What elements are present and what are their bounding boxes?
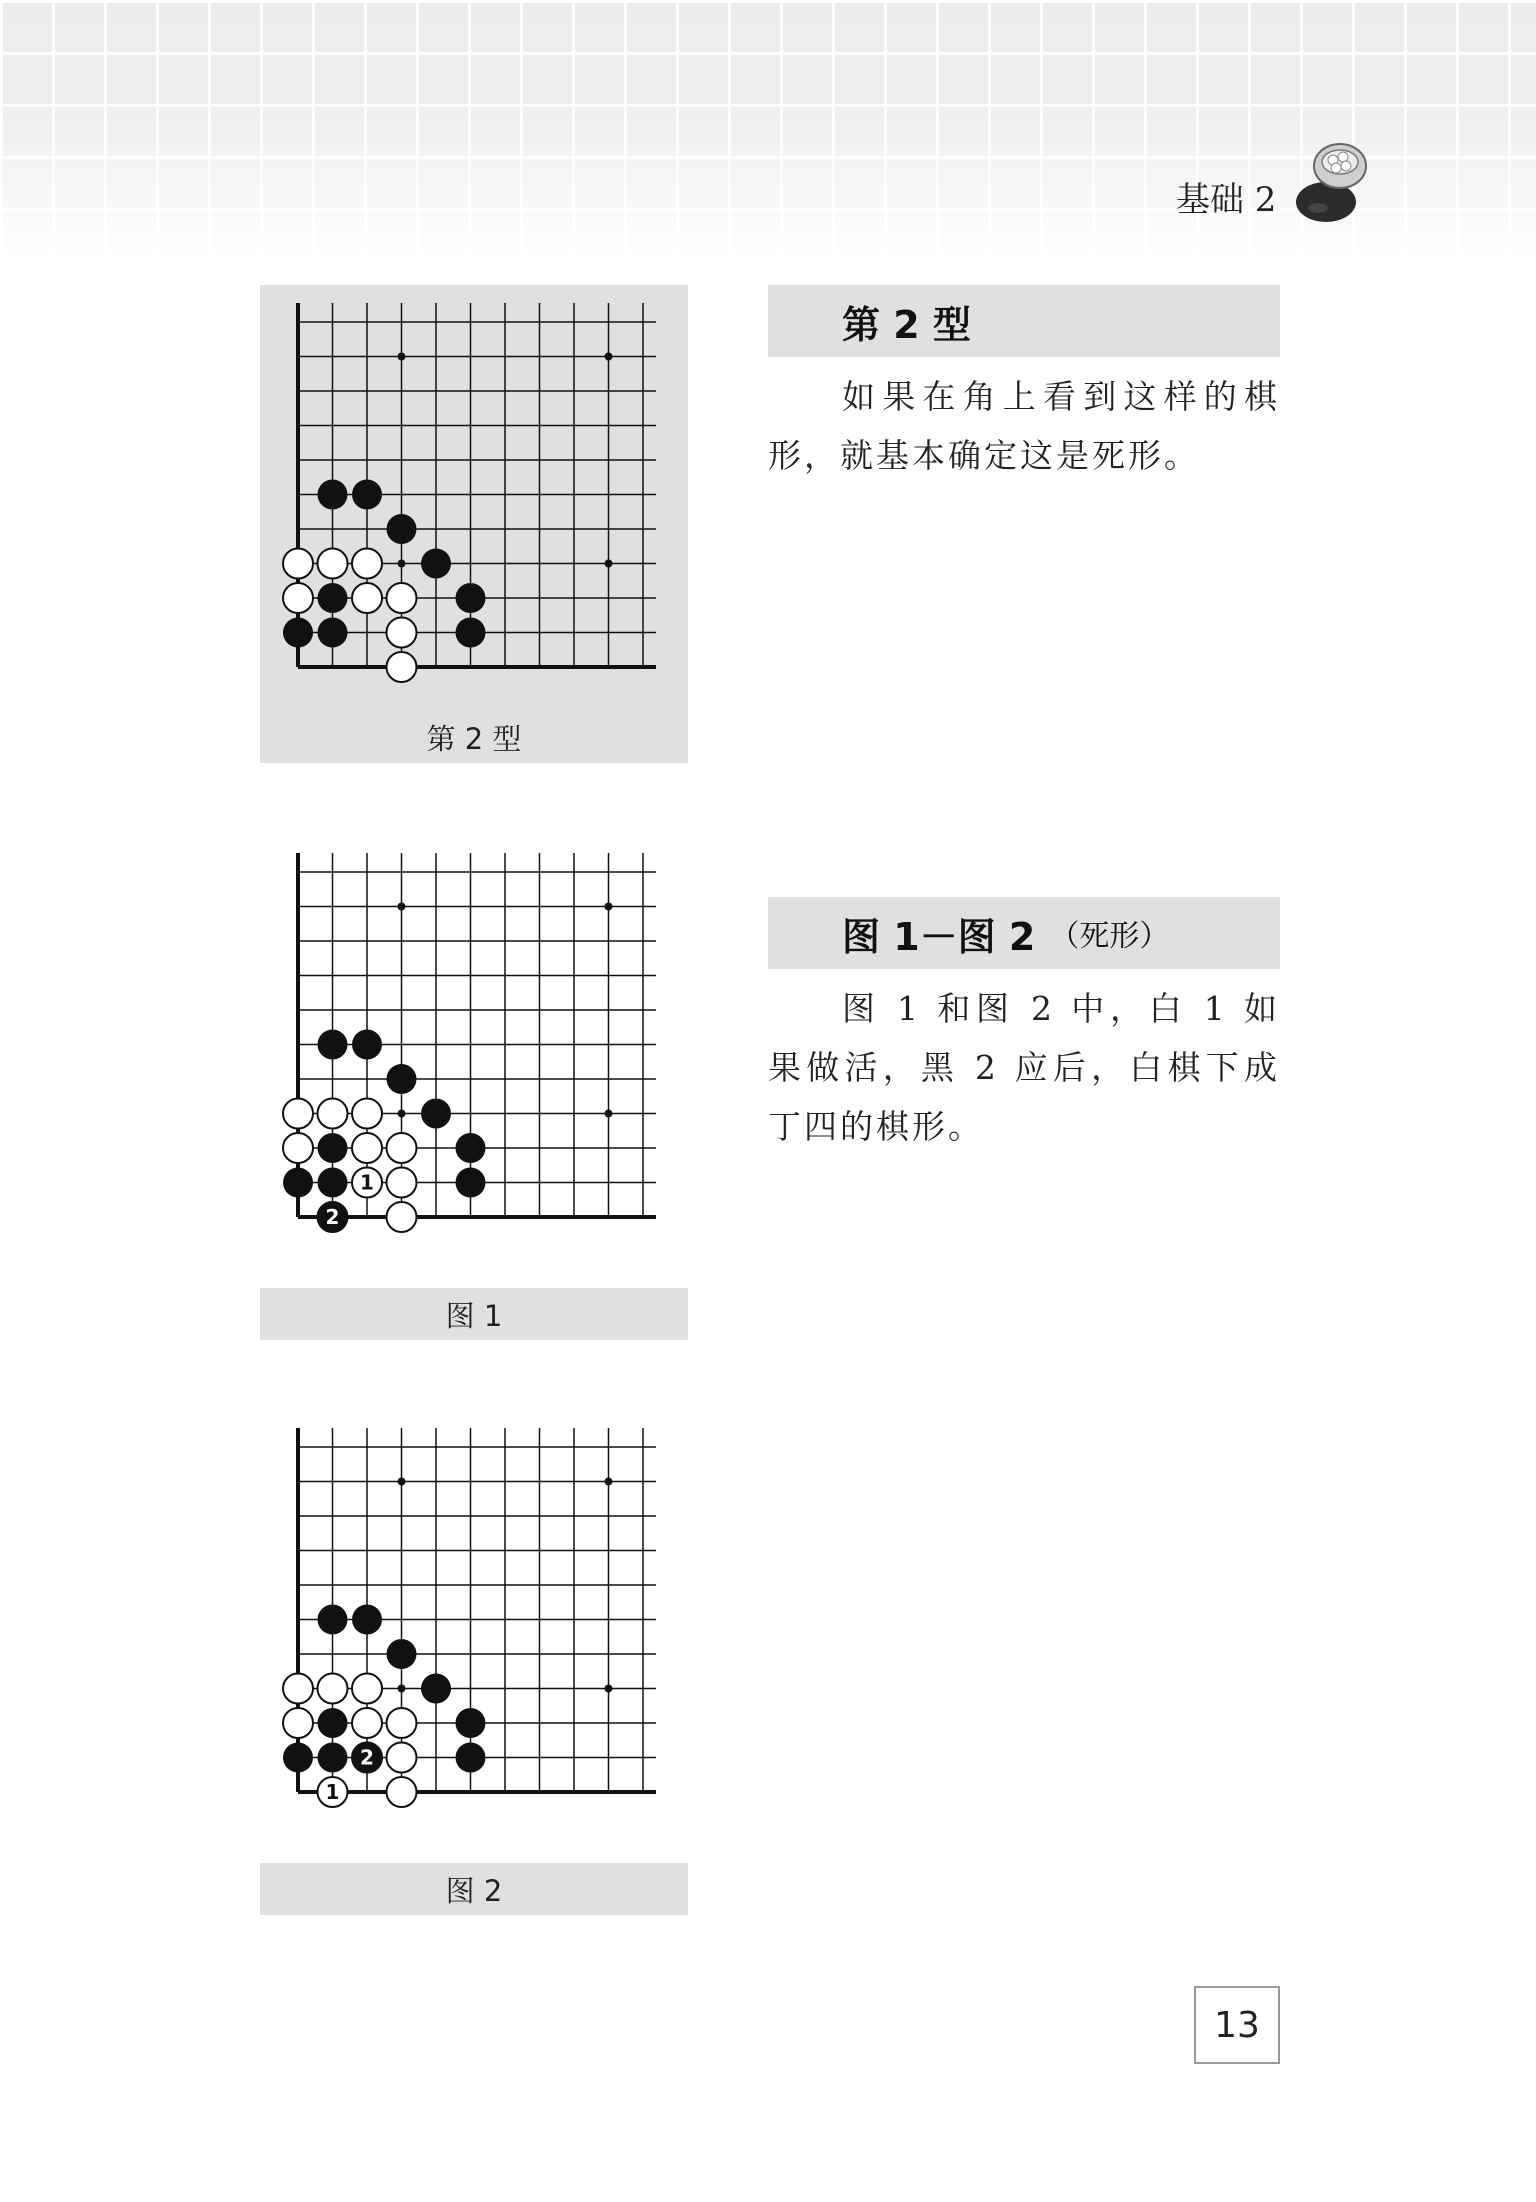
black-stone	[318, 1605, 348, 1635]
black-stone	[318, 1168, 348, 1198]
star-point	[398, 1110, 406, 1118]
star-point	[398, 903, 406, 911]
black-stone	[283, 618, 313, 648]
black-stone	[421, 1674, 451, 1704]
black-stone	[456, 1168, 486, 1198]
black-stone	[318, 1743, 348, 1773]
white-stone	[387, 1708, 417, 1738]
figure2-caption: 图 2	[260, 1863, 688, 1915]
white-stone	[352, 1674, 382, 1704]
black-stone	[283, 1743, 313, 1773]
white-stone	[283, 1099, 313, 1129]
board-grid	[298, 853, 656, 1217]
black-stone	[421, 1099, 451, 1129]
figures-heading-main: 图 1－图 2	[842, 914, 1036, 959]
white-stone	[318, 1674, 348, 1704]
white-stone	[352, 549, 382, 579]
page-number: 13	[1194, 1986, 1280, 2064]
white-stone	[387, 1202, 417, 1232]
star-point	[605, 1478, 613, 1486]
figure1-go-board	[280, 847, 680, 1247]
star-point	[605, 560, 613, 568]
black-stone	[283, 1168, 313, 1198]
star-point	[605, 1110, 613, 1118]
black-stone	[318, 618, 348, 648]
black-stone	[456, 583, 486, 613]
go-bowl-icon	[1288, 136, 1372, 228]
white-stone	[352, 583, 382, 613]
figure1-caption: 图 1	[260, 1288, 688, 1340]
star-point	[398, 353, 406, 361]
black-stone	[387, 1064, 417, 1094]
board-grid	[298, 303, 656, 667]
white-stone	[387, 583, 417, 613]
white-stone	[352, 1133, 382, 1163]
star-point	[605, 903, 613, 911]
black-stone	[456, 1133, 486, 1163]
black-stone	[456, 1708, 486, 1738]
section-label: 基础 2	[1176, 180, 1277, 220]
black-stone	[456, 1743, 486, 1773]
black-stone	[318, 583, 348, 613]
pattern-caption: 第 2 型	[260, 711, 688, 763]
white-stone	[387, 1168, 417, 1198]
black-stone	[318, 480, 348, 510]
white-stone	[387, 1743, 417, 1773]
star-point	[605, 353, 613, 361]
board-grid	[298, 1428, 656, 1792]
white-stone	[283, 1133, 313, 1163]
move-number-2: 2	[325, 1205, 340, 1229]
white-stone	[387, 652, 417, 682]
move-number-1: 1	[360, 1170, 374, 1195]
figures-heading-box	[768, 897, 1280, 969]
star-point	[605, 1685, 613, 1693]
figure2-go-board	[280, 1422, 680, 1822]
white-stone	[318, 549, 348, 579]
white-stone	[387, 1777, 417, 1807]
pattern-heading: 第 2 型	[842, 302, 971, 347]
black-stone	[318, 1030, 348, 1060]
black-stone	[456, 618, 486, 648]
pattern-go-board	[280, 297, 680, 697]
white-stone	[318, 1099, 348, 1129]
white-stone	[352, 1708, 382, 1738]
move-number-2: 2	[360, 1745, 374, 1770]
white-stone	[283, 583, 313, 613]
black-stone	[387, 1639, 417, 1669]
black-stone	[352, 480, 382, 510]
star-point	[398, 1685, 406, 1693]
white-stone	[387, 618, 417, 648]
white-stone	[387, 1133, 417, 1163]
figures-heading	[842, 897, 1169, 969]
white-stone	[352, 1099, 382, 1129]
pattern-paragraph: 如果在角上看到这样的棋形，就基本确定这是死形。	[768, 377, 1280, 475]
black-stone	[318, 1708, 348, 1738]
black-stone	[318, 1133, 348, 1163]
black-stone	[387, 514, 417, 544]
move-number-1: 1	[325, 1780, 340, 1804]
black-stone	[421, 549, 451, 579]
black-stone	[352, 1030, 382, 1060]
figures-paragraph: 图 1 和图 2 中，白 1 如果做活，黑 2 应后，白棋下成丁四的棋形。	[768, 989, 1280, 1146]
white-stone	[283, 1708, 313, 1738]
star-point	[398, 1478, 406, 1486]
figures-heading-sub: （死形）	[1049, 919, 1170, 954]
star-point	[398, 560, 406, 568]
black-stone	[352, 1605, 382, 1635]
white-stone	[283, 1674, 313, 1704]
white-stone	[283, 549, 313, 579]
pattern-heading-box	[768, 285, 1280, 357]
